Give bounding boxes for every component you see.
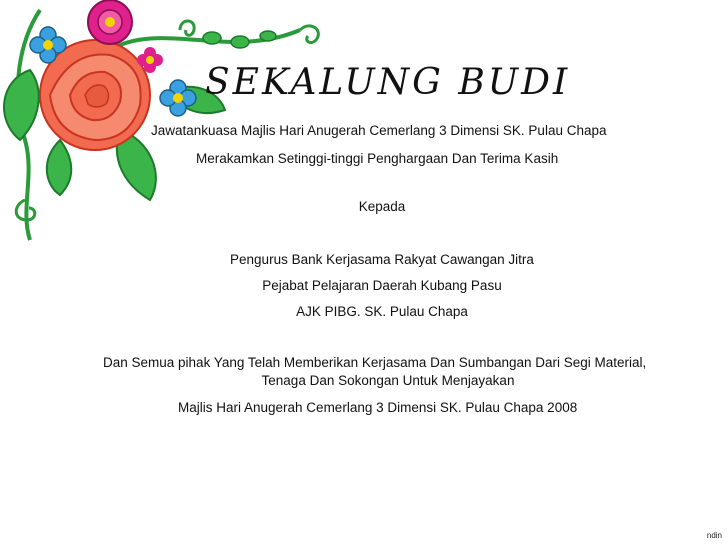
thanks-line: Merakamkan Setinggi-tinggi Penghargaan Dan Terima Kasih [196, 151, 559, 166]
corner-tag: ndin [706, 531, 722, 540]
recipient-line: Pengurus Bank Kerjasama Rakyat Cawangan Jitra [230, 252, 534, 267]
closing-line: Majlis Hari Anugerah Cemerlang 3 Dimensi SK. Pulau Chapa 2008 [178, 400, 578, 415]
recipient-line: Pejabat Pelajaran Daerah Kubang Pasu [262, 278, 502, 293]
header-line: Jawatankuasa Majlis Hari Anugerah Cemerlang 3 Dimensi SK. Pulau Chapa [151, 123, 607, 138]
to-label: Kepada [358, 199, 406, 214]
recipient-line: AJK PIBG. SK. Pulau Chapa [296, 304, 468, 319]
closing-line: Tenaga Dan Sokongan Untuk Menjayakan [261, 373, 515, 388]
closing-line: Dan Semua pihak Yang Telah Memberikan Kerjasama Dan Sumbangan Dari Segi Material, [103, 355, 647, 370]
slide-title: SEKALUNG BUDI [205, 62, 571, 103]
